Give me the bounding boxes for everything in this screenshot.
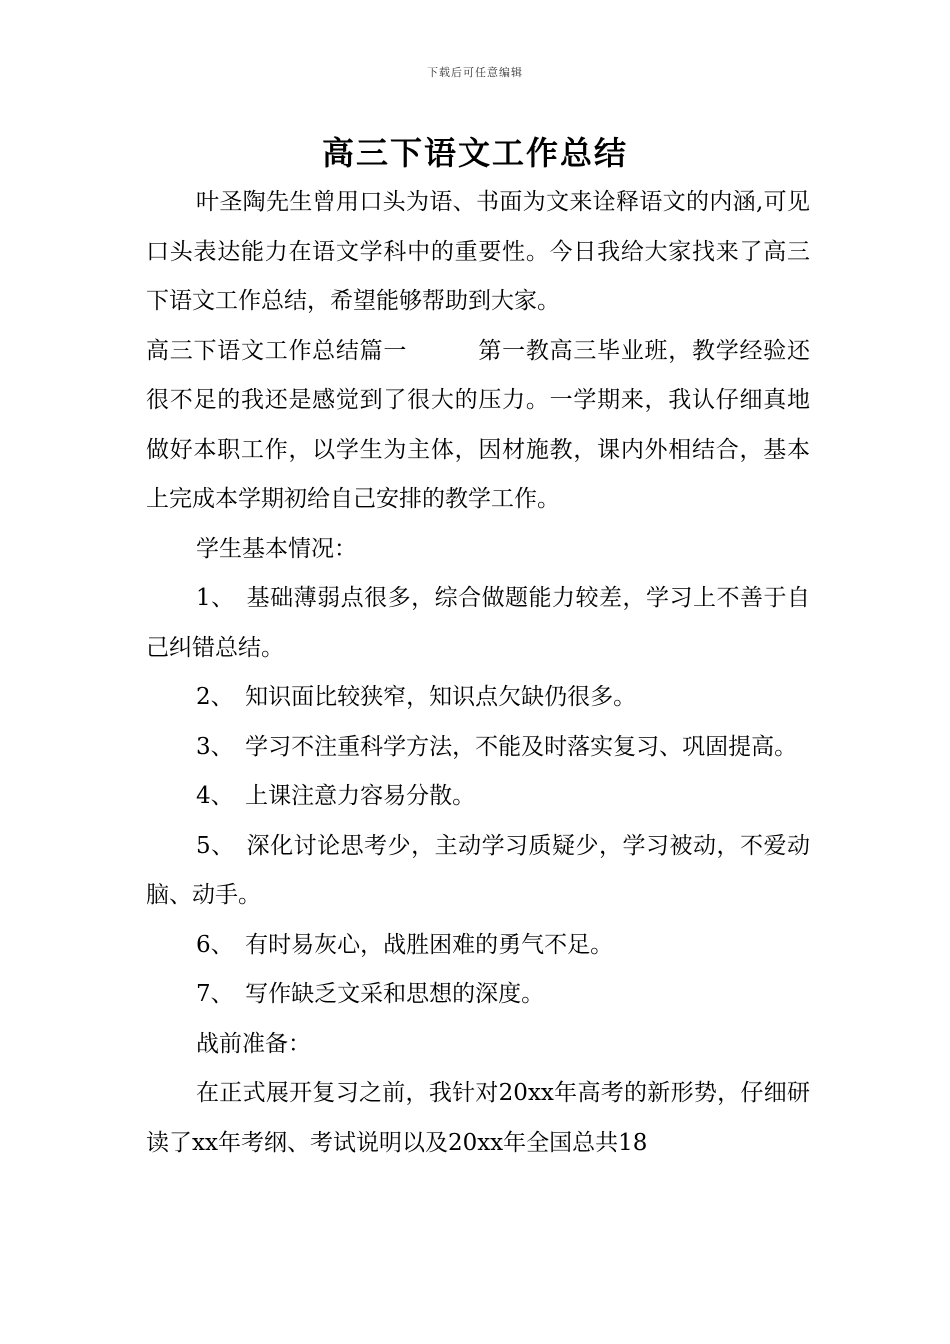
paragraph-list-item-2: 2、 知识面比较狭窄，知识点欠缺仍很多。 xyxy=(196,684,637,710)
paragraph-student-situation-heading: 学生基本情况： xyxy=(196,535,357,562)
paragraph-section-one: 高三下语文工作总结篇一 第一教高三毕业班，教学经验还很不足的我还是感觉到了很大的压力。一学期来，我认仔细真地做好本职工作，以学生为主体，因材施教，课内外相结合，基本上完成本学期初给自己安排的教学工作。 xyxy=(146,337,810,512)
paragraph-intro: 叶圣陶先生曾用口头为语、书面为文来诠释语文的内涵,可见口头表达能力在语文学科中的重要性。今日我给大家找来了高三下语文工作总结，希望能够帮助到大家。 xyxy=(146,189,810,314)
document-body xyxy=(146,178,810,1168)
paragraph-list-item-7: 7、 写作缺乏文采和思想的深度。 xyxy=(196,981,545,1007)
document-title: 高三下语文工作总结 xyxy=(321,134,628,172)
page-header-note: 下载后可任意编辑 xyxy=(427,66,523,79)
paragraph-preparation-heading: 战前准备： xyxy=(196,1030,311,1057)
paragraph-list-item-5: 5、 深化讨论思考少，主动学习质疑少，学习被动，不爱动脑、动手。 xyxy=(146,832,810,908)
paragraph-list-item-3: 3、 学习不注重科学方法，不能及时落实复习、巩固提高。 xyxy=(196,733,798,760)
paragraph-preparation-body: 在正式展开复习之前，我针对20xx年高考的新形势，仔细研读了xx年考纲、考试说明以及20xx年全国总共18 xyxy=(146,1080,810,1156)
paragraph-list-item-1: 1、 基础薄弱点很多，综合做题能力较差，学习上不善于自己纠错总结。 xyxy=(146,585,810,661)
paragraph-list-item-6: 6、 有时易灰心，战胜困难的勇气不足。 xyxy=(196,931,614,958)
paragraph-list-item-4: 4、 上课注意力容易分散。 xyxy=(196,783,476,809)
